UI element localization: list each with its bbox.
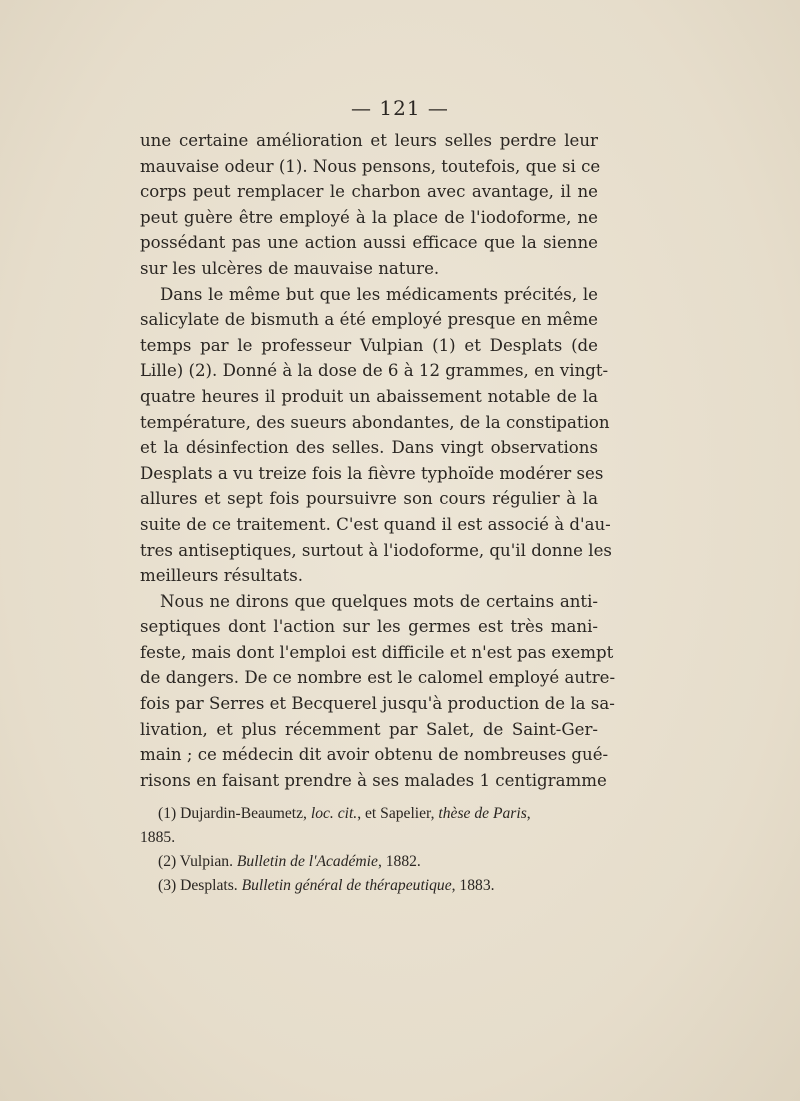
footnote-text: (3) Desplats. — [158, 877, 242, 894]
footnote-text: (2) Vulpian. — [158, 853, 237, 870]
footnote-citation: thèse de Paris — [438, 805, 527, 822]
text-line: livation, et plus récemment par Salet, de Saint-Ger- — [140, 719, 598, 739]
footnote-text: (1) Dujardin-Beaumetz, — [158, 805, 311, 822]
footnote-citation: loc. cit. — [310, 805, 358, 822]
text-line: température, des sueurs abondantes, de la constipation — [140, 412, 610, 432]
text-line: sur les ulcères de mauvaise nature. — [140, 258, 440, 278]
text-line: de dangers. De ce nombre est le calomel employé autre- — [140, 668, 616, 688]
footnote-1 — [140, 802, 598, 826]
footnote-citation: Bulletin général de thérapeutique — [241, 877, 452, 894]
text-line: Nous ne dirons que quelques mots de certains anti- — [160, 591, 598, 611]
footnote-text: , 1882. — [377, 853, 421, 870]
text-line: main ; ce médecin dit avoir obtenu de nombreuses gué- — [140, 745, 609, 765]
text-line: Dans le même but que les médicaments précités, le — [160, 284, 598, 304]
footnote-1-continuation: 1885. — [140, 829, 176, 846]
text-line: temps par le professeur Vulpian (1) et Desplats (de — [140, 335, 598, 355]
text-line: corps peut remplacer le charbon avec avantage, il ne — [140, 182, 598, 202]
text-line: Desplats a vu treize fois la fièvre typhoïde modérer ses — [140, 463, 604, 483]
text-line: mauvaise odeur (1). Nous pensons, toutefois, que si ce — [140, 156, 601, 176]
text-line: feste, mais dont l'emploi est difficile et n'est pas exempt — [140, 642, 614, 662]
text-line: une certaine amélioration et leurs selles perdre leur — [140, 131, 598, 150]
text-line: Lille) (2). Donné à la dose de 6 à 12 grammes, en vingt- — [140, 361, 609, 381]
text-line: quatre heures il produit un abaissement notable de la — [140, 386, 598, 406]
footnote-3 — [140, 874, 598, 898]
footnote-text: , — [526, 805, 531, 822]
footnote-citation: Bulletin de l'Académie — [236, 853, 378, 870]
text-line: suite de ce traitement. C'est quand il est associé à d'au- — [140, 514, 611, 534]
text-line: peut guère être employé à la place de l'iodoforme, ne — [140, 207, 598, 227]
text-line: tres antiseptiques, surtout à l'iodoforme, qu'il donne les — [140, 540, 612, 560]
text-line: risons en faisant prendre à ses malades 1 centigramme — [140, 770, 607, 790]
footnote-2 — [140, 850, 598, 874]
footnotes — [140, 802, 598, 898]
text-line: fois par Serres et Becquerel jusqu'à production de la sa- — [140, 694, 615, 714]
page-number: — 121 — — [351, 96, 449, 120]
text-line: salicylate de bismuth a été employé presque en même — [140, 310, 598, 330]
footnote-text: , 1883. — [451, 877, 495, 894]
text-line: possédant pas une action aussi efficace que la sienne — [140, 233, 598, 253]
text-line: septiques dont l'action sur les germes est très mani- — [140, 617, 598, 637]
text-line: et la désinfection des selles. Dans vingt observations — [140, 438, 598, 458]
footnote-text: , et Sapelier, — [357, 805, 439, 822]
text-line: meilleurs résultats. — [140, 566, 303, 586]
body-text — [140, 128, 616, 793]
text-line: allures et sept fois poursuivre son cours régulier à la — [140, 489, 598, 509]
